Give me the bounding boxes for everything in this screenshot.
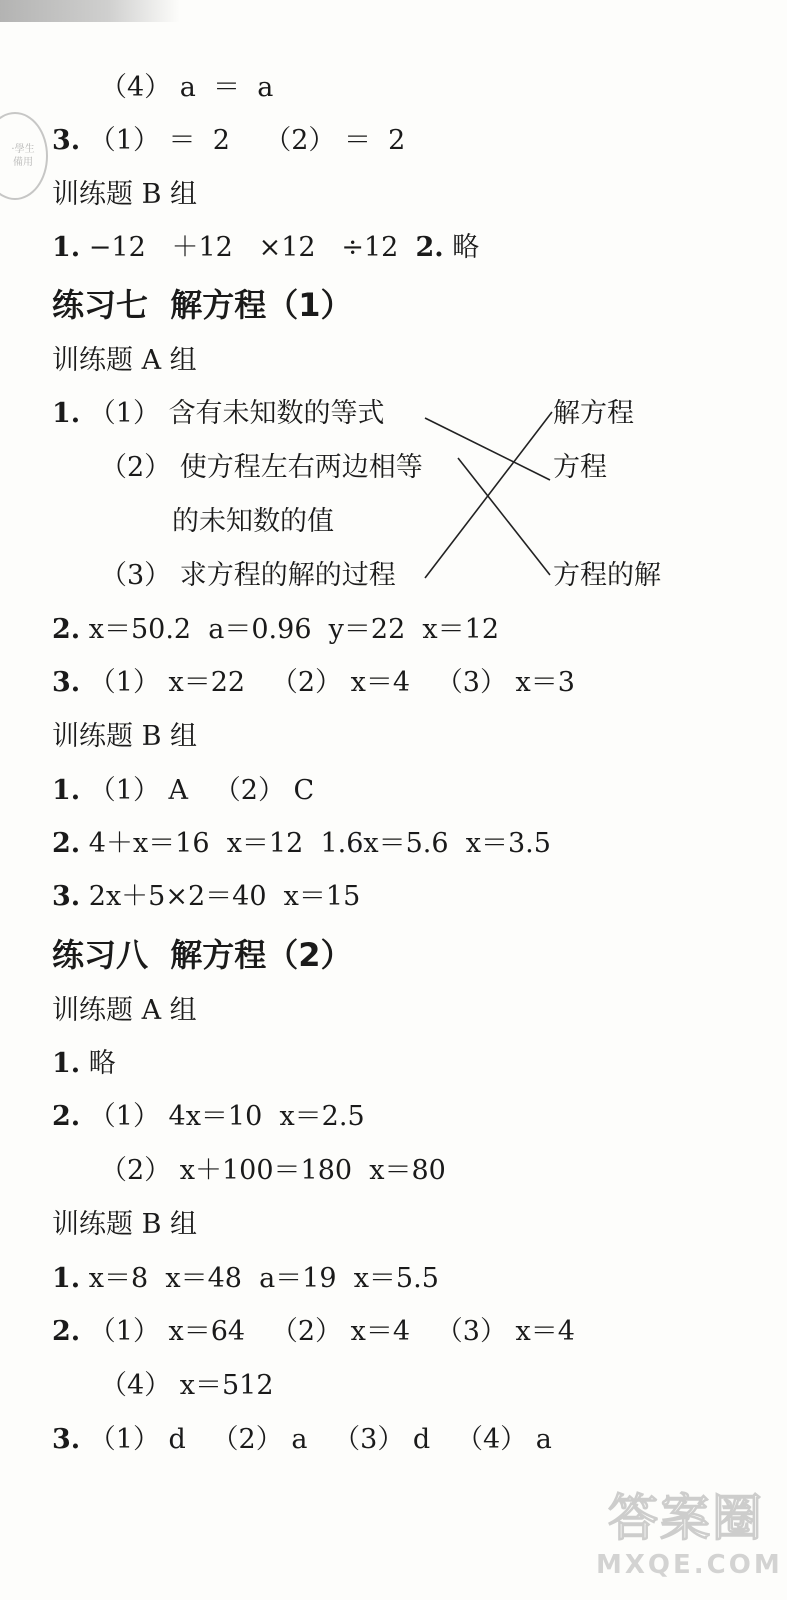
- answer-line: [52, 1265, 439, 1292]
- answer-text: 解方程: [553, 398, 634, 429]
- answer-line: [52, 400, 385, 427]
- answer-line: [100, 562, 396, 589]
- section-heading: [52, 286, 353, 324]
- answer-text: 方程的解: [553, 560, 661, 591]
- answer-text: （1） A （2） C: [80, 775, 315, 806]
- answer-text: 训练题 A 组: [52, 995, 197, 1026]
- answer-text: （1） 含有未知数的等式: [80, 398, 385, 429]
- answer-line: [52, 1050, 116, 1077]
- answer-line: [52, 723, 197, 750]
- question-number: 3.: [52, 881, 81, 912]
- question-number: 2.: [52, 1101, 81, 1132]
- answer-line: [52, 127, 405, 154]
- answer-line: [52, 1103, 365, 1130]
- question-number: 3.: [52, 125, 81, 156]
- answer-text: 方程: [553, 452, 607, 483]
- heading-text: 练习八 解方程（2）: [52, 936, 353, 974]
- answer-line: [100, 74, 273, 101]
- question-number: 1.: [52, 775, 81, 806]
- answer-text: x＝8 x＝48 a＝19 x＝5.5: [80, 1263, 439, 1294]
- question-number: 3.: [52, 1424, 81, 1455]
- answer-line: [100, 1157, 446, 1184]
- answer-text: （1） d （2） a （3） d （4） a: [80, 1424, 552, 1455]
- question-number: 3.: [52, 667, 81, 698]
- answer-text: （1） x＝64 （2） x＝4 （3） x＝4: [80, 1316, 575, 1347]
- answer-line: [52, 669, 575, 696]
- answer-text: （3） 求方程的解的过程: [100, 560, 396, 591]
- answer-text: 训练题 B 组: [52, 1209, 198, 1240]
- answer-text: 4＋x＝16 x＝12 1.6x＝5.6 x＝3.5: [80, 828, 551, 859]
- answer-line: [52, 616, 499, 643]
- answer-line: [52, 181, 197, 208]
- answer-text: 训练题 B 组: [52, 721, 198, 752]
- question-number: 2.: [415, 232, 444, 263]
- answer-text: 略: [443, 232, 480, 263]
- answer-line: [52, 830, 551, 857]
- answer-line: [52, 777, 314, 804]
- answer-line: [52, 347, 197, 374]
- answer-text: （2） x＋100＝180 x＝80: [100, 1155, 446, 1186]
- answer-text: （2） 使方程左右两边相等: [100, 452, 423, 483]
- answer-line: [172, 508, 334, 535]
- heading-text: 练习七 解方程（1）: [52, 286, 353, 324]
- connector-line-3: [425, 412, 552, 578]
- question-number: 2.: [52, 1316, 81, 1347]
- answer-line: [553, 400, 634, 427]
- section-heading: [52, 936, 353, 974]
- answer-text: x＝50.2 a＝0.96 y＝22 x＝12: [80, 614, 500, 645]
- answer-text: 2x＋5×2＝40 x＝15: [80, 881, 361, 912]
- answer-line: [553, 454, 607, 481]
- answer-text: （1） 4x＝10 x＝2.5: [80, 1101, 365, 1132]
- question-number: 2.: [52, 828, 81, 859]
- question-number: 2.: [52, 614, 81, 645]
- answer-line: [52, 997, 197, 1024]
- answer-line: [52, 234, 479, 261]
- watermark-logo: 答案圈 MXQE.COM: [596, 1489, 783, 1580]
- answer-text: （4） x＝512: [100, 1370, 274, 1401]
- scan-edge-shadow: [0, 0, 180, 22]
- answer-line: [100, 454, 423, 481]
- answer-text: 训练题 A 组: [52, 345, 197, 376]
- answer-line: [100, 1372, 274, 1399]
- answer-text: （4） a ＝ a: [100, 72, 274, 103]
- answer-line: [52, 1211, 197, 1238]
- question-number: 1.: [52, 1048, 81, 1079]
- answer-text: （1） ＝ 2 （2） ＝ 2: [80, 125, 406, 156]
- answer-line: [52, 1318, 575, 1345]
- answer-text: −12 ＋12 ×12 ÷12: [80, 232, 416, 263]
- answer-line: [553, 562, 661, 589]
- answer-text: 训练题 B 组: [52, 179, 198, 210]
- question-number: 1.: [52, 1263, 81, 1294]
- answer-line: [52, 1426, 552, 1453]
- stamp-seal: ·學生 備用: [0, 112, 48, 200]
- question-number: 1.: [52, 232, 81, 263]
- connector-line-1: [425, 418, 550, 480]
- answer-text: 的未知数的值: [172, 506, 334, 537]
- answer-text: （1） x＝22 （2） x＝4 （3） x＝3: [80, 667, 575, 698]
- answer-line: [52, 883, 360, 910]
- answer-text: 略: [80, 1048, 116, 1079]
- connector-line-2: [458, 458, 550, 575]
- question-number: 1.: [52, 398, 81, 429]
